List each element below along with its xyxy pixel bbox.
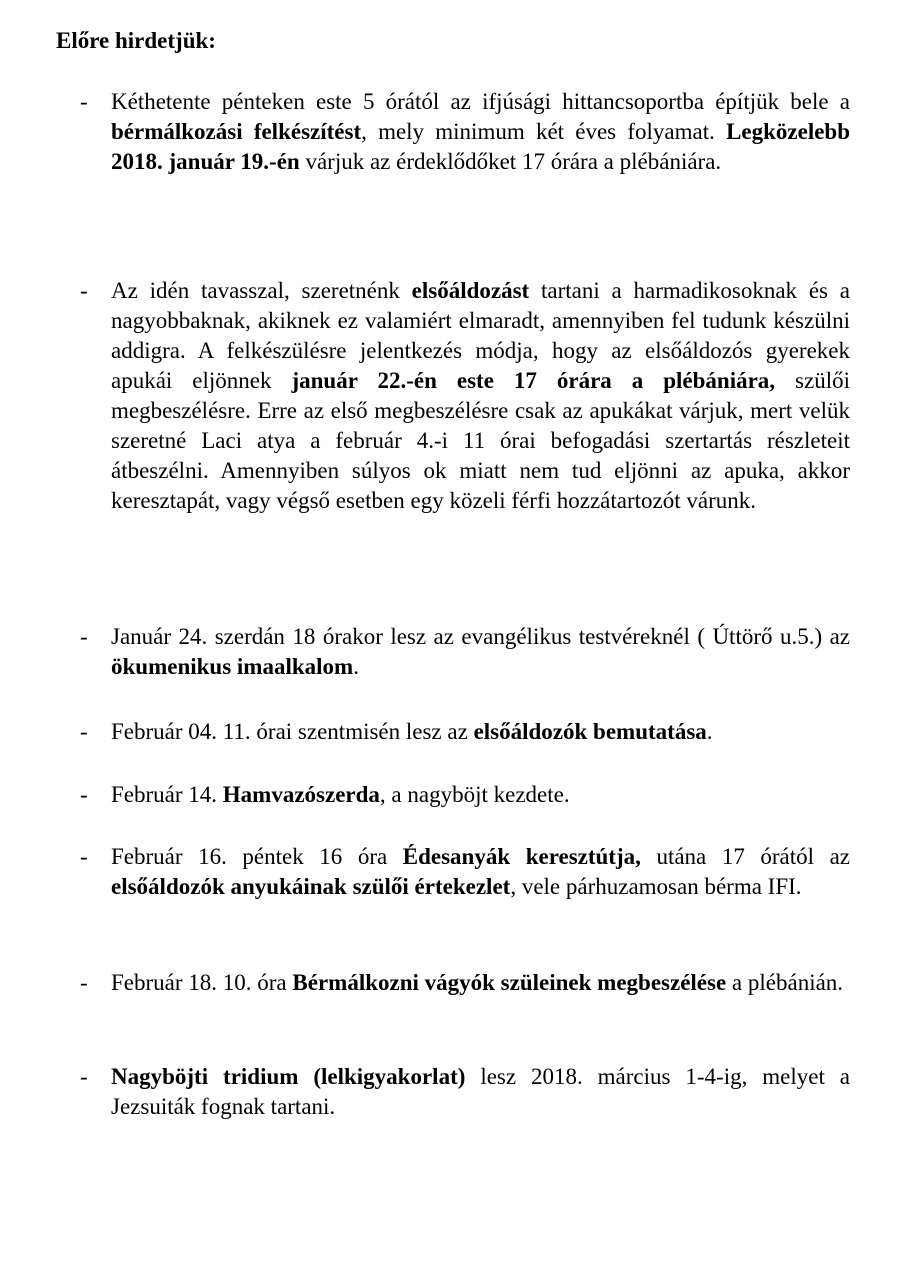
list-item [80,780,850,810]
emphasis-text: Hamvazószerda [222,782,380,807]
body-text: , vele párhuzamosan bérma IFI. [510,874,802,899]
body-text: Február 04. 11. órai szentmisén lesz az [111,719,474,744]
list-item [80,717,850,747]
body-text: utána 17 órától az [640,844,851,869]
body-text: lesz 2018. március 1-4-ig, melyet a Jezsuiták fognak tartani. [111,1064,850,1119]
body-text: . [353,654,359,679]
body-text: várjuk az érdeklődőket 17 órára a plébániára. [299,149,722,174]
emphasis-text: január 22.-én este 17 órára a plébániára, [291,368,776,393]
bullet-dash: - [80,1064,88,1089]
body-text: Február 16. péntek 16 óra [111,844,403,869]
item-text [111,717,850,747]
emphasis-text: elsőáldozók bemutatása [473,719,707,744]
body-text: Február 18. 10. óra [111,970,293,995]
body-text: Kéthetente pénteken este 5 órától az ifjúsági hittancsoportba építjük bele a [111,89,850,114]
item-text [111,87,850,177]
item-text [111,842,850,902]
list-item [80,276,850,516]
bullet-dash: - [80,278,88,303]
bullet-dash: - [80,719,88,744]
emphasis-text: ökumenikus imaalkalom [111,654,354,679]
body-text: szülői megbeszélésre. Erre az első megbeszélésre csak az apukákat várjuk, mert velük szeretné Laci atya a február 4.-i 11 órai befogadási szertartás részleteit átbeszélni. Amennyiben súlyos ok miatt nem tud eljönni az apuka, akkor keresztapát, vagy végső esetben egy közeli férfi hozzátartozót várunk. [111,368,850,513]
bullet-dash: - [80,970,88,995]
list-item [80,1062,850,1122]
bullet-dash: - [80,624,88,649]
emphasis-text: Legközelebb 2018. január 19.-én [111,119,851,174]
body-text: a plébánián. [726,970,844,995]
body-text: tartani a harmadikosoknak és a nagyobbaknak, akiknek ez valamiért elmaradt, amennyiben fel tudunk készülni addigra. A felkészülésre jelentkezés módja, hogy az elsőáldozós gyerekek apukái eljönnek [111,278,850,393]
body-text: Január 24. szerdán 18 órakor lesz az evangélikus testvéreknél ( Úttörő u.5.) az [111,624,850,649]
emphasis-text: elsőáldozást [411,278,530,303]
list-item [80,842,850,902]
bullet-dash: - [80,782,88,807]
emphasis-text: Bérmálkozni vágyók szüleinek megbeszélése [292,970,727,995]
emphasis-text: bérmálkozási felkészítést [111,119,362,144]
page-title: Előre hirdetjük: [56,28,216,53]
bullet-dash: - [80,844,88,869]
emphasis-text: Édesanyák keresztútja, [402,844,641,869]
body-text: Az idén tavasszal, szeretnénk [111,278,412,303]
item-text [111,780,850,810]
body-text: , a nagyböjt kezdete. [379,782,570,807]
item-text [111,1062,850,1122]
emphasis-text: elsőáldozók anyukáinak szülői értekezlet [111,874,511,899]
item-text [111,968,850,998]
body-text: . [706,719,713,744]
list-item [80,968,850,998]
list-item [80,87,850,177]
emphasis-text: Nagyböjti tridium (lelkigyakorlat) [111,1064,466,1089]
body-text: , mely minimum két éves folyamat. [361,119,727,144]
body-text: Február 14. [111,782,223,807]
item-text [111,622,850,682]
item-text [111,276,850,516]
bullet-dash: - [80,89,88,114]
list-item [80,622,850,682]
